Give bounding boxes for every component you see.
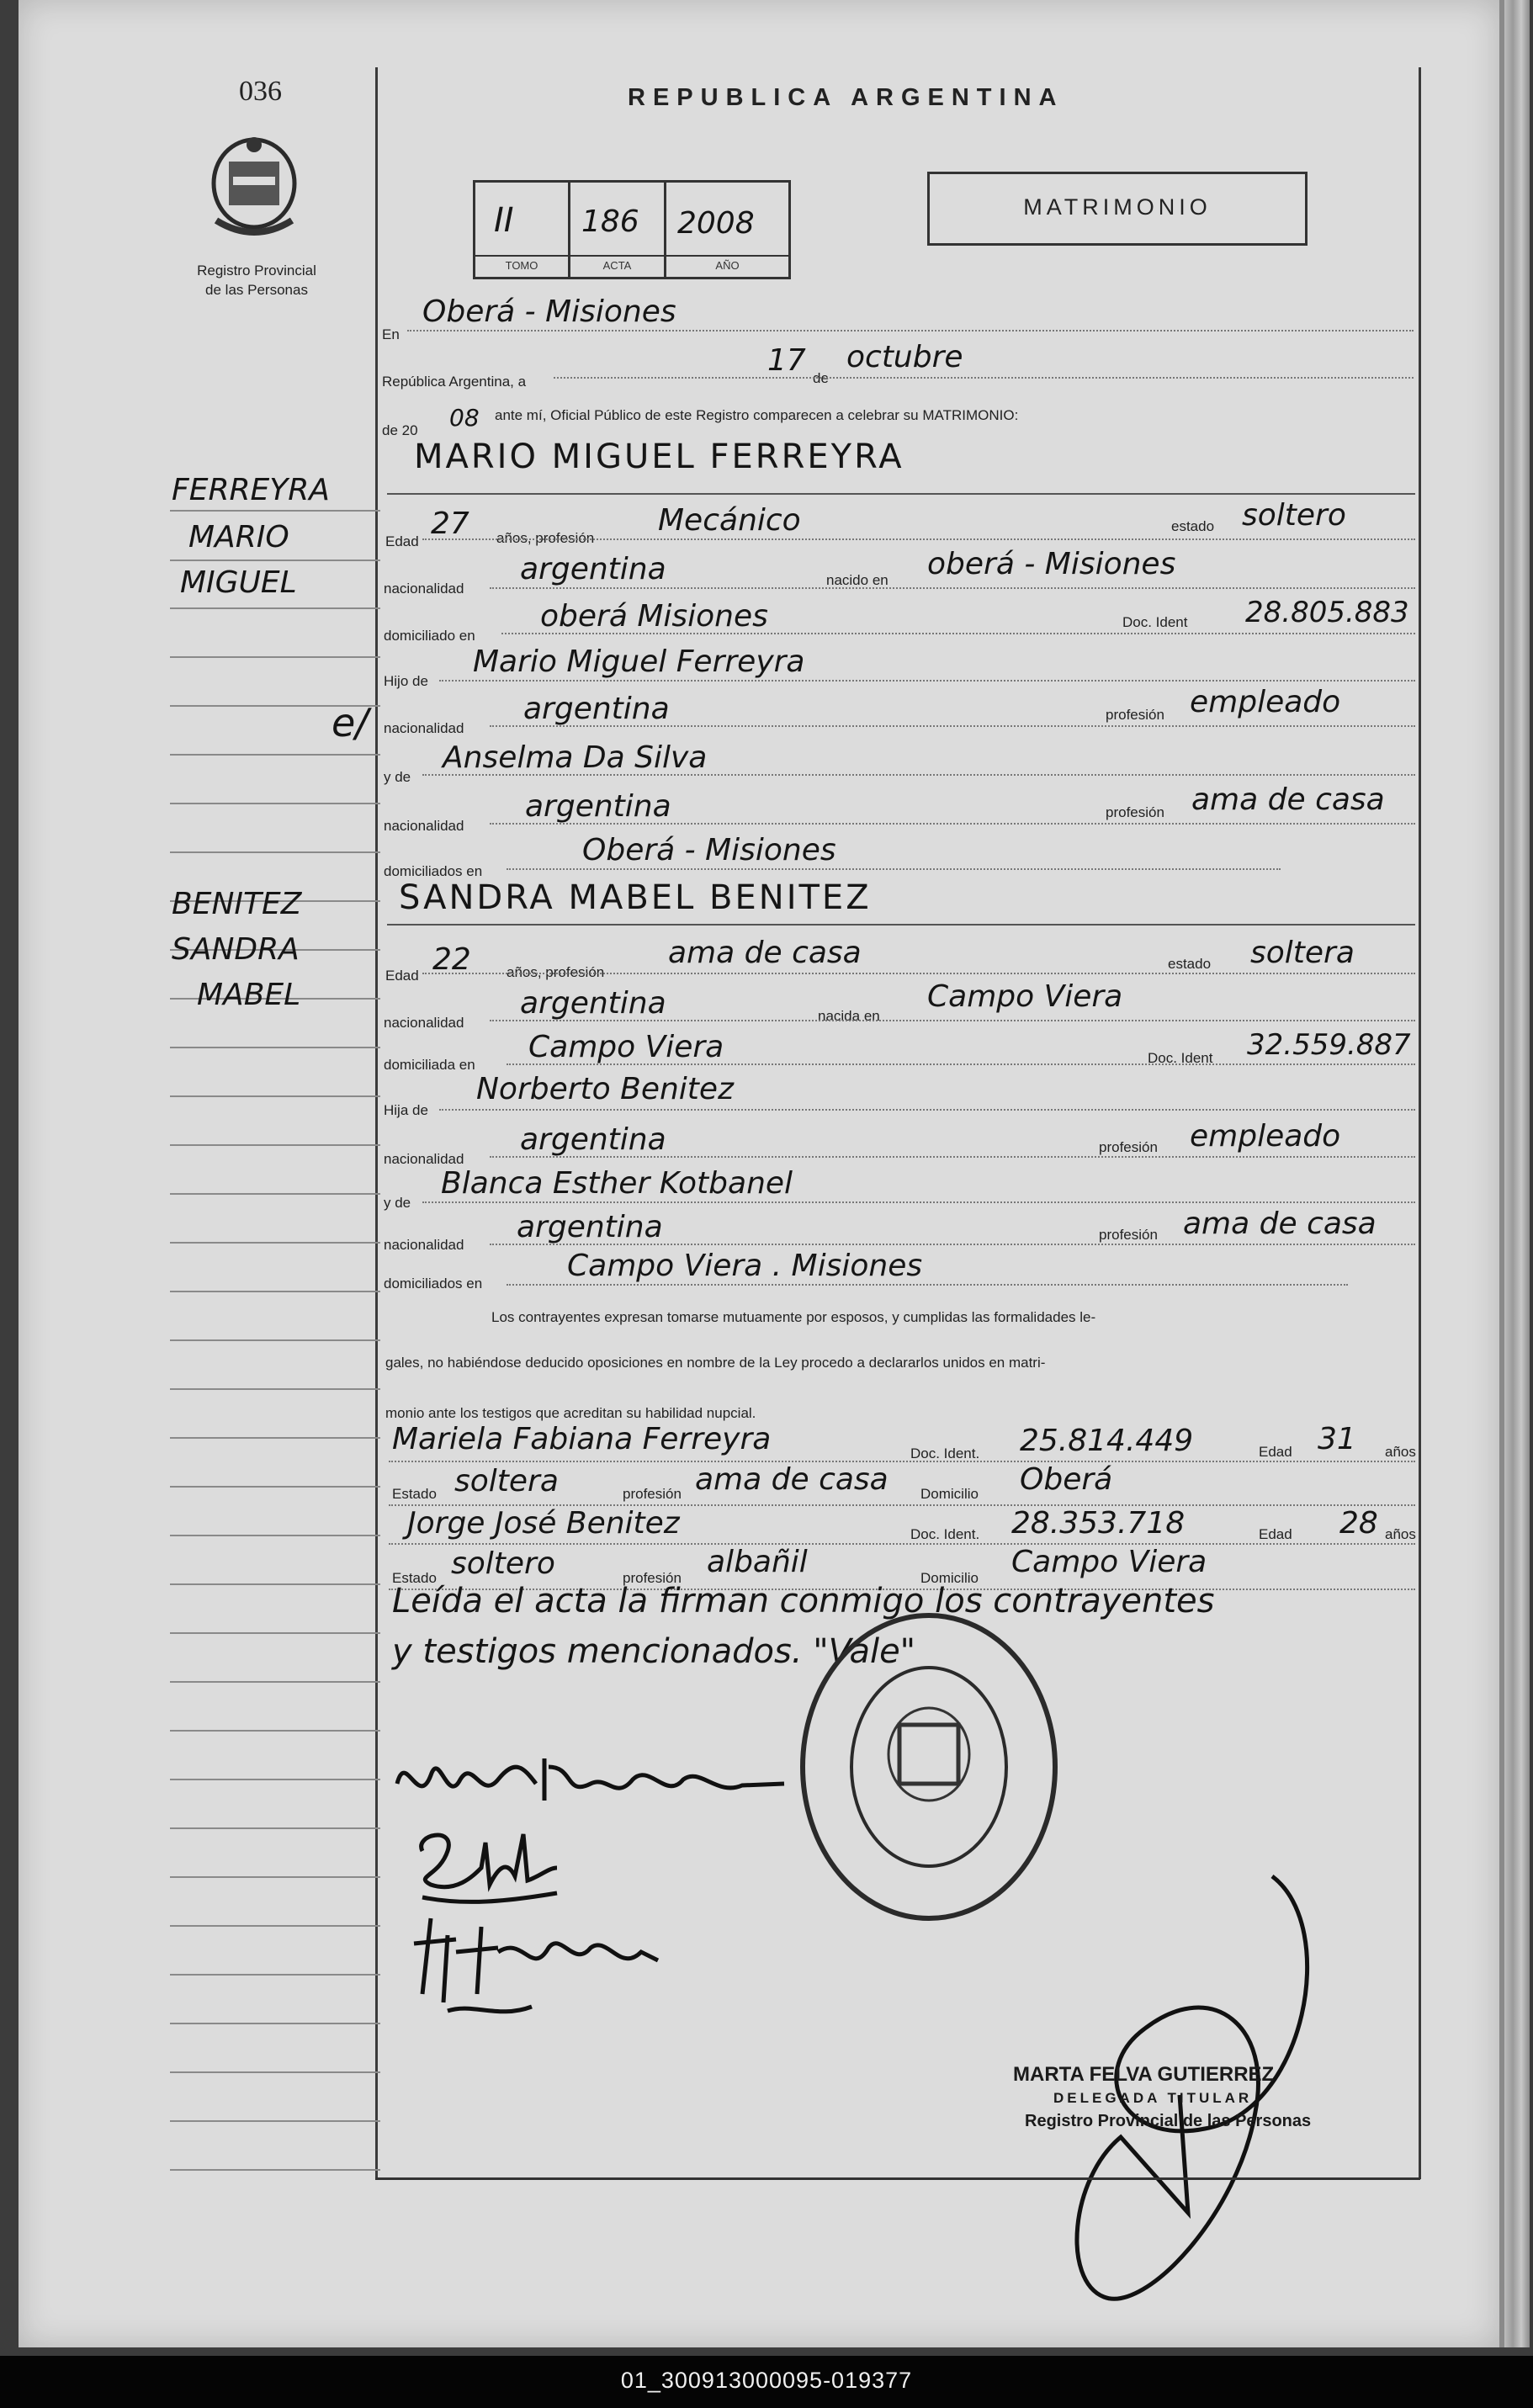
bride-father-profession: empleado xyxy=(1190,1119,1341,1154)
record-number-box xyxy=(473,180,791,279)
bride-mother: Blanca Esther Kotbanel xyxy=(441,1166,793,1201)
label-groom-mother-nac: nacionalidad xyxy=(384,818,464,834)
doc-type: MATRIMONIO xyxy=(1023,194,1212,220)
label-w1-estado: Estado xyxy=(392,1486,437,1502)
label-groom-estado: estado xyxy=(1171,518,1215,534)
declaration-line-2: gales, no habiéndose deducido oposiciones en nombre de la Ley procedo a declararlos unidos en matri- xyxy=(385,1355,1046,1371)
label-bride-father-nac: nacionalidad xyxy=(384,1151,464,1167)
margin-divider xyxy=(375,67,378,2179)
label-groom-nacionalidad: nacionalidad xyxy=(384,581,464,597)
bride-parents-domicile: Campo Viera . Misiones xyxy=(567,1249,923,1283)
bride-profession: ama de casa xyxy=(668,936,862,970)
label-bride-edad: Edad xyxy=(385,968,419,984)
bride-full-name: SANDRA MABEL BENITEZ xyxy=(399,878,872,917)
label-groom-parents-dom: domiciliados en xyxy=(384,863,483,879)
coat-of-arms-emblem xyxy=(191,126,317,244)
anio-label: AÑO xyxy=(715,259,740,272)
groom-birthplace: oberá - Misiones xyxy=(927,547,1176,581)
book-edge xyxy=(1504,0,1530,2347)
label-bride-parents-dom: domiciliados en xyxy=(384,1276,483,1292)
label-w1-profesion: profesión xyxy=(623,1486,682,1502)
label-en: En xyxy=(382,326,400,342)
margin-bride-first: SANDRA xyxy=(172,932,300,967)
witness2-age: 28 xyxy=(1339,1506,1378,1541)
witness1-name: Mariela Fabiana Ferreyra xyxy=(392,1422,772,1456)
registry-name-line2: de las Personas xyxy=(205,282,308,298)
label-groom-father-prof: profesión xyxy=(1106,707,1164,723)
label-w1-anos: años xyxy=(1385,1444,1416,1460)
groom-nationality: argentina xyxy=(520,552,666,586)
closing-line-2: y testigos mencionados. "Vale" xyxy=(392,1632,916,1671)
label-bride-mother-prof: profesión xyxy=(1099,1227,1158,1243)
bride-doc-id: 32.559.887 xyxy=(1247,1028,1411,1062)
official-org-stamp: Registro Provincial de las Personas xyxy=(1025,2112,1312,2130)
tomo-label: TOMO xyxy=(505,259,538,272)
right-border xyxy=(1419,67,1421,2179)
label-bride-estado: estado xyxy=(1168,956,1212,972)
label-y-de: y de xyxy=(384,769,411,785)
label-bride-domiciliada: domiciliada en xyxy=(384,1057,475,1073)
groom-father-nationality: argentina xyxy=(523,692,670,726)
label-intro: ante mí, Oficial Público de este Registro comparecen a celebrar su MATRIMONIO: xyxy=(495,407,1019,423)
declaration-line-1: Los contrayentes expresan tomarse mutuamente por esposos, y cumplidas las formalidades le- xyxy=(491,1309,1096,1325)
acta-value: 186 xyxy=(581,204,639,239)
label-de-year: de 20 xyxy=(382,422,418,438)
signature-groom xyxy=(380,1733,801,1826)
label-w2-profesion: profesión xyxy=(623,1570,682,1586)
label-bride-nacionalidad: nacionalidad xyxy=(384,1015,464,1031)
page-title: REPUBLICA ARGENTINA xyxy=(628,84,1064,111)
label-bride-mother-nac: nacionalidad xyxy=(384,1237,464,1253)
witness2-doc-id: 28.353.718 xyxy=(1011,1506,1186,1541)
label-bride-father-prof: profesión xyxy=(1099,1139,1158,1155)
label-groom-mother-prof: profesión xyxy=(1106,804,1164,820)
witness2-domicile: Campo Viera xyxy=(1011,1545,1207,1579)
register-page xyxy=(19,0,1504,2347)
groom-domicile: oberá Misiones xyxy=(540,599,768,634)
margin-bride-second: MABEL xyxy=(197,978,301,1012)
groom-father: Mario Miguel Ferreyra xyxy=(473,644,805,679)
tomo-value: II xyxy=(494,201,514,240)
label-w2-domicilio: Domicilio xyxy=(920,1570,979,1586)
witness1-age: 31 xyxy=(1318,1422,1356,1456)
groom-mother-profession: ama de casa xyxy=(1191,782,1385,817)
bride-nationality: argentina xyxy=(520,986,666,1021)
label-w2-anos: años xyxy=(1385,1526,1416,1542)
groom-parents-domicile: Oberá - Misiones xyxy=(582,833,836,867)
bride-father-nationality: argentina xyxy=(520,1122,666,1157)
margin-conjunction: e/ xyxy=(332,700,369,745)
label-groom-anos-profesion: años, profesión xyxy=(496,530,595,546)
label-w2-estado: Estado xyxy=(392,1570,437,1586)
witness2-status: soltero xyxy=(451,1546,555,1581)
label-hija-de: Hija de xyxy=(384,1102,428,1118)
groom-full-name: MARIO MIGUEL FERREYRA xyxy=(414,438,904,476)
label-groom-doc: Doc. Ident xyxy=(1122,614,1188,630)
doc-type-box xyxy=(927,172,1308,246)
groom-doc-id: 28.805.883 xyxy=(1245,596,1409,629)
page-number: 036 xyxy=(239,76,282,107)
label-w2-edad: Edad xyxy=(1259,1526,1292,1542)
footer-bar xyxy=(0,2356,1533,2408)
label-groom-edad: Edad xyxy=(385,533,419,549)
margin-groom-second: MIGUEL xyxy=(180,565,297,600)
act-place: Oberá - Misiones xyxy=(422,294,676,329)
label-w2-doc: Doc. Ident. xyxy=(910,1526,980,1542)
bride-mother-profession: ama de casa xyxy=(1183,1207,1377,1241)
witness1-profession: ama de casa xyxy=(695,1462,889,1497)
bride-birthplace: Campo Viera xyxy=(927,979,1123,1014)
closing-line-1: Leída el acta la firman conmigo los contrayentes xyxy=(392,1582,1215,1620)
label-groom-father-nac: nacionalidad xyxy=(384,720,464,736)
witness2-name: Jorge José Benitez xyxy=(407,1506,680,1541)
groom-mother-nationality: argentina xyxy=(525,789,671,824)
bride-mother-nationality: argentina xyxy=(517,1210,663,1244)
groom-mother: Anselma Da Silva xyxy=(443,740,708,775)
label-bride-doc: Doc. Ident xyxy=(1148,1050,1213,1066)
label-groom-nacido-en: nacido en xyxy=(826,572,889,588)
anio-value: 2008 xyxy=(677,206,755,241)
declaration-line-3: monio ante los testigos que acreditan su habilidad nupcial. xyxy=(385,1405,756,1421)
label-de: de xyxy=(813,370,829,386)
label-w1-edad: Edad xyxy=(1259,1444,1292,1460)
witness1-domicile: Oberá xyxy=(1020,1462,1113,1497)
witness2-profession: albañil xyxy=(707,1545,808,1579)
official-seal-stamp xyxy=(794,1607,1064,1927)
label-bride-y-de: y de xyxy=(384,1195,411,1211)
bride-status: soltera xyxy=(1250,936,1355,970)
signature-witness xyxy=(406,1901,675,2028)
groom-profession: Mecánico xyxy=(658,503,801,538)
act-day: 17 xyxy=(767,343,806,378)
acta-label: ACTA xyxy=(602,259,632,272)
witness1-doc-id: 25.814.449 xyxy=(1020,1424,1194,1458)
act-month: octubre xyxy=(846,340,963,374)
groom-status: soltero xyxy=(1242,498,1346,533)
groom-father-profession: empleado xyxy=(1190,685,1341,719)
act-year-suffix: 08 xyxy=(449,404,480,432)
official-title-stamp: DELEGADA TITULAR xyxy=(1053,2090,1253,2106)
margin-groom-first: MARIO xyxy=(188,520,289,554)
bride-domicile: Campo Viera xyxy=(528,1030,724,1064)
image-code: 01_300913000095-019377 xyxy=(620,2368,913,2393)
margin-groom-surname: FERREYRA xyxy=(172,473,330,507)
official-name-stamp: MARTA FELVA GUTIERREZ xyxy=(1013,2063,1275,2086)
label-w1-doc: Doc. Ident. xyxy=(910,1445,980,1461)
bride-age: 22 xyxy=(432,942,471,977)
witness1-status: soltera xyxy=(454,1464,559,1498)
registry-name-line1: Registro Provincial xyxy=(197,263,316,278)
margin-bride-surname: BENITEZ xyxy=(172,887,302,921)
bride-father: Norberto Benitez xyxy=(476,1072,734,1106)
label-groom-domiciliado: domiciliado en xyxy=(384,628,475,644)
label-w1-domicilio: Domicilio xyxy=(920,1486,979,1502)
label-republica: República Argentina, a xyxy=(382,374,527,390)
label-hijo-de: Hijo de xyxy=(384,673,428,689)
label-bride-nacida-en: nacida en xyxy=(818,1008,880,1024)
label-bride-anos-profesion: años, profesión xyxy=(507,964,605,980)
groom-age: 27 xyxy=(431,507,469,541)
